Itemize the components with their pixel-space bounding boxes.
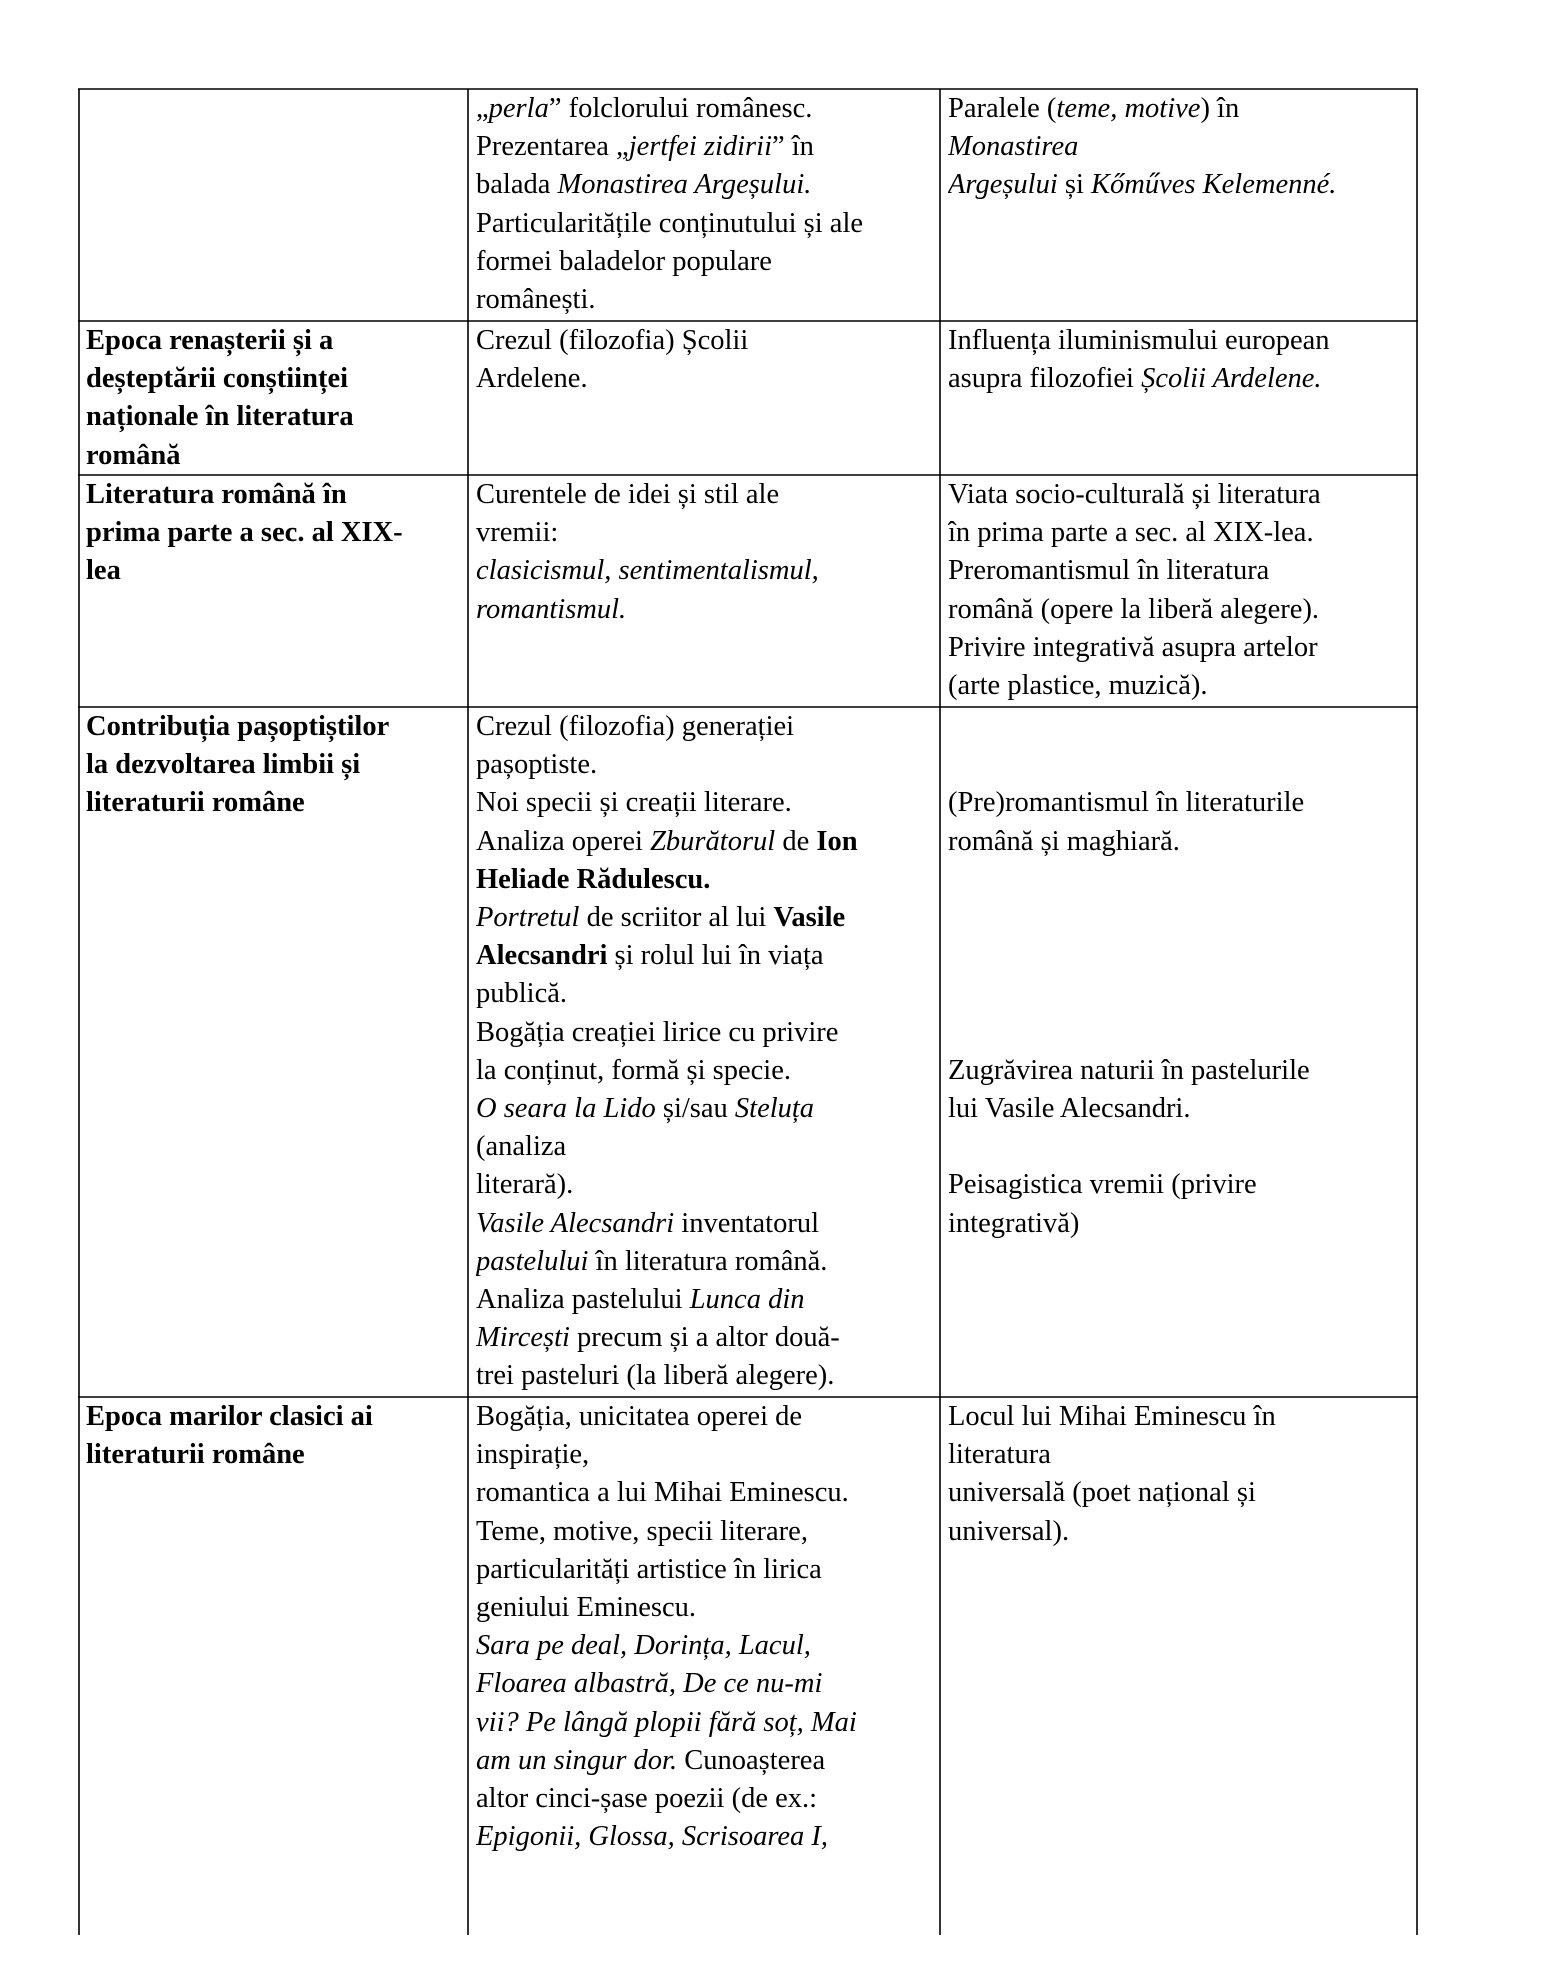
table-cell-content xyxy=(476,476,936,629)
text-line xyxy=(948,1014,1406,1052)
text-line xyxy=(476,1052,936,1090)
table-cell-topic xyxy=(86,1398,464,1474)
text-run: Ardelene. xyxy=(476,363,588,395)
text-run: Portretul xyxy=(476,902,580,934)
text-line xyxy=(476,1357,936,1395)
text-run: precum și a altor două- xyxy=(569,1322,840,1354)
text-run: la conținut, formă și specie. xyxy=(476,1054,791,1086)
text-run: Influența iluminismului european xyxy=(948,325,1330,356)
table-cell-related xyxy=(948,1398,1406,1551)
text-run: lea xyxy=(86,555,121,587)
text-run: universal). xyxy=(948,1515,1070,1547)
text-line xyxy=(476,1551,936,1589)
text-line xyxy=(948,1436,1406,1474)
text-line xyxy=(476,1014,936,1052)
text-run: Steluța xyxy=(734,1093,815,1125)
text-run: Viata socio-culturală și literatura xyxy=(948,479,1321,510)
text-line xyxy=(476,1398,936,1436)
text-run: de xyxy=(775,825,817,857)
text-run: Lunca din xyxy=(689,1284,805,1316)
table-cell-related xyxy=(948,322,1406,398)
text-run: Bogăția, unicitatea operei de xyxy=(476,1401,803,1432)
text-line xyxy=(86,746,464,784)
text-line xyxy=(948,128,1406,166)
text-run: trei pasteluri (la liberă alegere). xyxy=(476,1360,835,1392)
text-line xyxy=(948,552,1406,590)
text-line xyxy=(476,861,936,899)
text-line xyxy=(476,1243,936,1281)
text-run: Curentele de idei și stil ale xyxy=(476,479,780,510)
text-line xyxy=(476,205,936,243)
text-line xyxy=(476,1474,936,1512)
text-line xyxy=(476,1589,936,1627)
text-run: am un singur dor. xyxy=(476,1744,678,1776)
text-run: Monastirea Argeșului. xyxy=(557,169,812,201)
text-line xyxy=(476,784,936,822)
text-run: Preromantismul în literatura xyxy=(948,555,1270,587)
text-line xyxy=(948,667,1406,705)
text-run: Floarea albastră, De ce nu-mi xyxy=(476,1668,823,1700)
text-line xyxy=(86,1436,464,1474)
text-line xyxy=(476,1665,936,1703)
text-line xyxy=(86,476,464,514)
table-cell-topic xyxy=(86,322,464,475)
text-line xyxy=(476,1818,936,1856)
text-run: Paralele ( xyxy=(948,93,1057,124)
text-run: integrativă) xyxy=(948,1207,1080,1239)
text-run: Școlii Ardelene. xyxy=(1141,363,1322,395)
text-run: Monastirea xyxy=(948,131,1079,163)
text-run: (arte plastice, muzică). xyxy=(948,670,1208,702)
text-line xyxy=(86,437,464,475)
text-line xyxy=(476,476,936,514)
text-run: altor cinci-șase poezii (de ex.: xyxy=(476,1783,818,1815)
text-line xyxy=(476,128,936,166)
text-line xyxy=(948,746,1406,784)
table-cell-related xyxy=(948,708,1406,1243)
text-run: teme, motive xyxy=(1056,93,1201,124)
text-run: ” folclorului românesc. xyxy=(548,93,813,124)
text-run: ” în xyxy=(771,131,814,163)
text-line xyxy=(948,975,1406,1013)
text-line xyxy=(948,1090,1406,1128)
text-line xyxy=(948,476,1406,514)
text-run: Vasile xyxy=(773,902,846,934)
text-line xyxy=(476,1166,936,1204)
text-line xyxy=(476,1205,936,1243)
text-line xyxy=(948,1205,1406,1243)
text-line xyxy=(948,90,1406,128)
text-line xyxy=(476,514,936,552)
text-line xyxy=(476,1780,936,1818)
text-line xyxy=(476,746,936,784)
text-run: literară). xyxy=(476,1169,574,1201)
text-line xyxy=(86,398,464,436)
text-run: Crezul (filozofia) generației xyxy=(476,711,795,742)
text-run: și/sau xyxy=(655,1093,735,1125)
text-run: inspirație, xyxy=(476,1439,590,1471)
text-run: Locul lui Mihai Eminescu în xyxy=(948,1401,1276,1432)
table-cell-related xyxy=(948,476,1406,705)
text-run: publică. xyxy=(476,978,568,1010)
text-line xyxy=(476,243,936,281)
text-run: particularități artistice în lirica xyxy=(476,1553,822,1585)
text-run: Analiza pastelului xyxy=(476,1284,690,1316)
text-run: perla xyxy=(488,93,549,124)
text-line xyxy=(948,1474,1406,1512)
text-run: deșteptării conștiinței xyxy=(86,363,349,395)
text-line xyxy=(476,1319,936,1357)
text-line xyxy=(948,1052,1406,1090)
text-run: jertfei zidirii xyxy=(628,131,772,163)
text-run: pastelului xyxy=(476,1245,589,1277)
text-run: clasicismul, sentimentalismul, xyxy=(476,555,819,587)
text-run: (Pre)romantismul în literaturile xyxy=(948,787,1305,819)
text-line xyxy=(86,784,464,822)
table-cell-related xyxy=(948,90,1406,205)
text-run: romantismul. xyxy=(476,593,627,625)
text-line xyxy=(86,360,464,398)
text-line xyxy=(86,1398,464,1436)
text-line xyxy=(476,166,936,204)
text-line xyxy=(948,166,1406,204)
text-run: Epigonii, Glossa, Scrisoarea I, xyxy=(476,1821,829,1853)
table-cell-topic xyxy=(86,476,464,591)
text-run: românești. xyxy=(476,284,596,316)
text-run: Argeșului xyxy=(948,169,1058,201)
text-line xyxy=(948,1128,1406,1166)
table-cell-content xyxy=(476,708,936,1396)
text-run: Zburătorul xyxy=(650,825,776,857)
text-line xyxy=(476,360,936,398)
text-line xyxy=(948,629,1406,667)
text-run: Literatura română în xyxy=(86,479,347,510)
text-run: la dezvoltarea limbii și xyxy=(86,749,361,781)
text-run: formei baladelor populare xyxy=(476,245,772,277)
text-run: Epoca marilor clasici ai xyxy=(86,1401,373,1432)
text-line xyxy=(948,1166,1406,1204)
text-run: prima parte a sec. al XIX- xyxy=(86,517,403,549)
text-run: Crezul (filozofia) Școlii xyxy=(476,325,749,356)
text-run: și rolul lui în viața xyxy=(607,940,824,972)
text-line xyxy=(948,708,1406,746)
text-run: Bogăția creației lirice cu privire xyxy=(476,1016,839,1048)
text-run: (analiza xyxy=(476,1131,567,1163)
text-run: Mircești xyxy=(476,1322,570,1354)
text-run: vii? Pe lângă plopii fără soț, Mai xyxy=(476,1706,857,1738)
text-line xyxy=(948,1513,1406,1551)
text-line xyxy=(948,591,1406,629)
text-run: geniului Eminescu. xyxy=(476,1592,697,1624)
text-run: Noi specii și creații literare. xyxy=(476,787,792,819)
text-line xyxy=(476,1128,936,1166)
text-run: Zugrăvirea naturii în pastelurile xyxy=(948,1054,1310,1086)
text-line xyxy=(948,322,1406,360)
text-line xyxy=(948,360,1406,398)
text-line xyxy=(86,322,464,360)
text-run: Peisagistica vremii (privire xyxy=(948,1169,1257,1201)
text-run: lui Vasile Alecsandri. xyxy=(948,1093,1191,1125)
text-line xyxy=(476,552,936,590)
text-run: Particularitățile conținutului și ale xyxy=(476,207,864,239)
text-line xyxy=(948,514,1406,552)
text-run: Vasile Alecsandri xyxy=(476,1207,675,1239)
table-cell-content xyxy=(476,322,936,398)
text-run: Cunoașterea xyxy=(677,1744,826,1776)
text-run: O seara la Lido xyxy=(476,1093,656,1125)
text-line xyxy=(476,1090,936,1128)
text-run: de scriitor al lui xyxy=(579,902,774,934)
text-line xyxy=(948,899,1406,937)
text-run: Teme, motive, specii literare, xyxy=(476,1515,808,1547)
text-line xyxy=(476,591,936,629)
text-run: Contribuția pașoptiștilor xyxy=(86,711,390,742)
text-run: Analiza operei xyxy=(476,825,651,857)
text-line xyxy=(476,899,936,937)
text-run: literaturii române xyxy=(86,1439,305,1471)
text-run: în literatura română. xyxy=(588,1245,828,1277)
text-line xyxy=(476,281,936,319)
text-run: asupra filozofiei xyxy=(948,363,1142,395)
text-run: Sara pe deal, Dorința, Lacul, xyxy=(476,1630,811,1662)
text-run: și xyxy=(1057,169,1092,201)
text-run: literaturii române xyxy=(86,787,305,819)
text-line xyxy=(476,90,936,128)
text-line xyxy=(86,708,464,746)
text-line xyxy=(476,1281,936,1319)
text-run: naționale în literatura xyxy=(86,401,354,433)
text-line xyxy=(476,1436,936,1474)
text-run: Epoca renașterii și a xyxy=(86,325,334,356)
text-run: ) în xyxy=(1200,93,1240,124)
text-run: pașoptiste. xyxy=(476,749,598,781)
table-cell-topic xyxy=(86,708,464,823)
text-line xyxy=(476,1742,936,1780)
text-run: Ion xyxy=(816,825,858,857)
text-line xyxy=(948,861,1406,899)
text-run: Heliade Rădulescu. xyxy=(476,863,711,895)
text-line xyxy=(476,975,936,1013)
text-run: Kőműves Kelemenné. xyxy=(1091,169,1337,201)
text-line xyxy=(476,322,936,360)
text-line xyxy=(86,514,464,552)
text-run: romantica a lui Mihai Eminescu. xyxy=(476,1477,849,1509)
text-run: română xyxy=(86,439,181,471)
text-run: universală (poet național și xyxy=(948,1477,1256,1509)
text-run: în prima parte a sec. al XIX-lea. xyxy=(948,517,1314,549)
table-cell-content xyxy=(476,90,936,319)
text-run: vremii: xyxy=(476,517,559,549)
text-line xyxy=(476,708,936,746)
text-run: Privire integrativă asupra artelor xyxy=(948,631,1318,663)
text-line xyxy=(476,1704,936,1742)
text-line xyxy=(476,937,936,975)
text-run: Prezentarea „ xyxy=(476,131,629,163)
table-cell-content xyxy=(476,1398,936,1856)
text-run: „ xyxy=(476,93,489,124)
text-line xyxy=(948,784,1406,822)
text-run: Alecsandri xyxy=(476,940,608,972)
text-run: inventatorul xyxy=(674,1207,820,1239)
text-line xyxy=(86,552,464,590)
text-line xyxy=(948,937,1406,975)
text-run: română și maghiară. xyxy=(948,825,1180,857)
text-line xyxy=(476,1627,936,1665)
text-line xyxy=(948,1398,1406,1436)
text-run: literatura xyxy=(948,1439,1051,1471)
text-run: balada xyxy=(476,169,558,201)
text-run: română (opere la liberă alegere). xyxy=(948,593,1320,625)
text-line xyxy=(476,823,936,861)
text-line xyxy=(948,823,1406,861)
text-line xyxy=(476,1513,936,1551)
